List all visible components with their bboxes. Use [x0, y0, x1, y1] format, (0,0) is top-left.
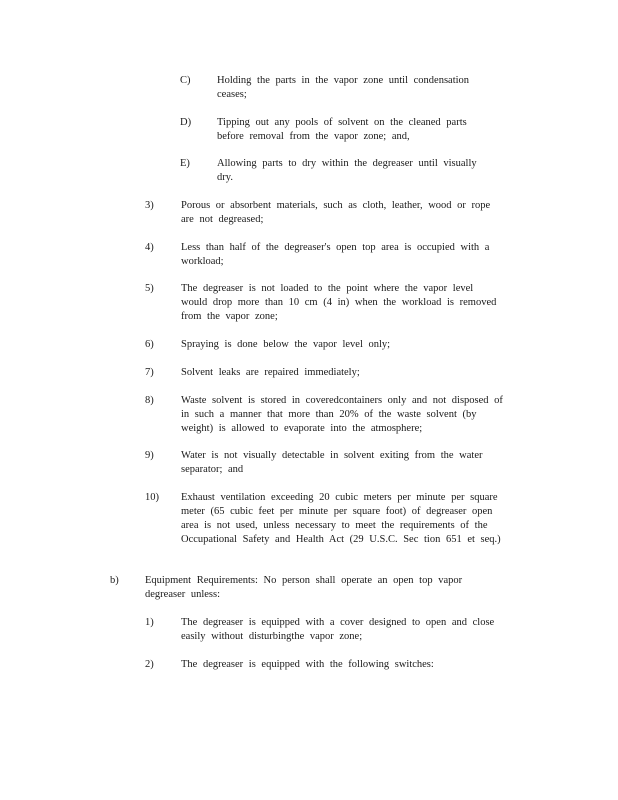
item-label: D) — [180, 117, 192, 128]
item-label: 3) — [145, 200, 154, 211]
item-text: Allowing parts to dry within the degreaser until visually dry. — [217, 158, 477, 183]
item-label: 6) — [145, 339, 154, 350]
item-label: 9) — [145, 450, 154, 461]
item-text: Spraying is done below the vapor level only; — [181, 339, 391, 350]
item-text: Porous or absorbent materials, such as cloth, leather, wood or rope are not degreased; — [181, 200, 491, 225]
item-label: 10) — [145, 492, 159, 503]
item-label: b) — [110, 575, 119, 586]
item-label: 5) — [145, 283, 154, 294]
item-text: The degreaser is not loaded to the point where the vapor level would drop more than 10 cm (4 in) when the workload is removed from the vapor zone; — [181, 283, 497, 322]
item-text: Tipping out any pools of solvent on the cleaned parts before removal from the vapor zone; and, — [217, 117, 467, 142]
item-text: Exhaust ventilation exceeding 20 cubic meters per minute per square meter (65 cubic feet per minute per square foot) of degreaser open area is not used, unless necessary to meet the requirements of the Occupational Safety and Health Act (29 U.S.C. Sec tion 651 et seq.) — [181, 492, 501, 545]
item-label: C) — [180, 75, 191, 86]
item-label: 8) — [145, 395, 154, 406]
item-label: 4) — [145, 242, 154, 253]
item-label: E) — [180, 158, 190, 169]
item-text: Equipment Requirements: No person shall operate an open top vapor degreaser unless: — [145, 575, 463, 600]
item-text: Less than half of the degreaser's open top area is occupied with a workload; — [181, 242, 490, 267]
item-text: The degreaser is equipped with a cover designed to open and close easily without disturbingthe vapor zone; — [181, 617, 495, 642]
item-label: 7) — [145, 367, 154, 378]
item-text: Water is not visually detectable in solvent exiting from the water separator; and — [181, 450, 483, 475]
item-text: Waste solvent is stored in coveredcontainers only and not disposed of in such a manner that more than 20% of the waste solvent (by weight) is allowed to evaporate into the atmosphere; — [181, 395, 503, 434]
item-label: 2) — [145, 659, 154, 670]
item-text: The degreaser is equipped with the following switches: — [181, 659, 434, 670]
item-text: Holding the parts in the vapor zone until condensation ceases; — [217, 75, 470, 100]
item-label: 1) — [145, 617, 154, 628]
item-text: Solvent leaks are repaired immediately; — [181, 367, 360, 378]
